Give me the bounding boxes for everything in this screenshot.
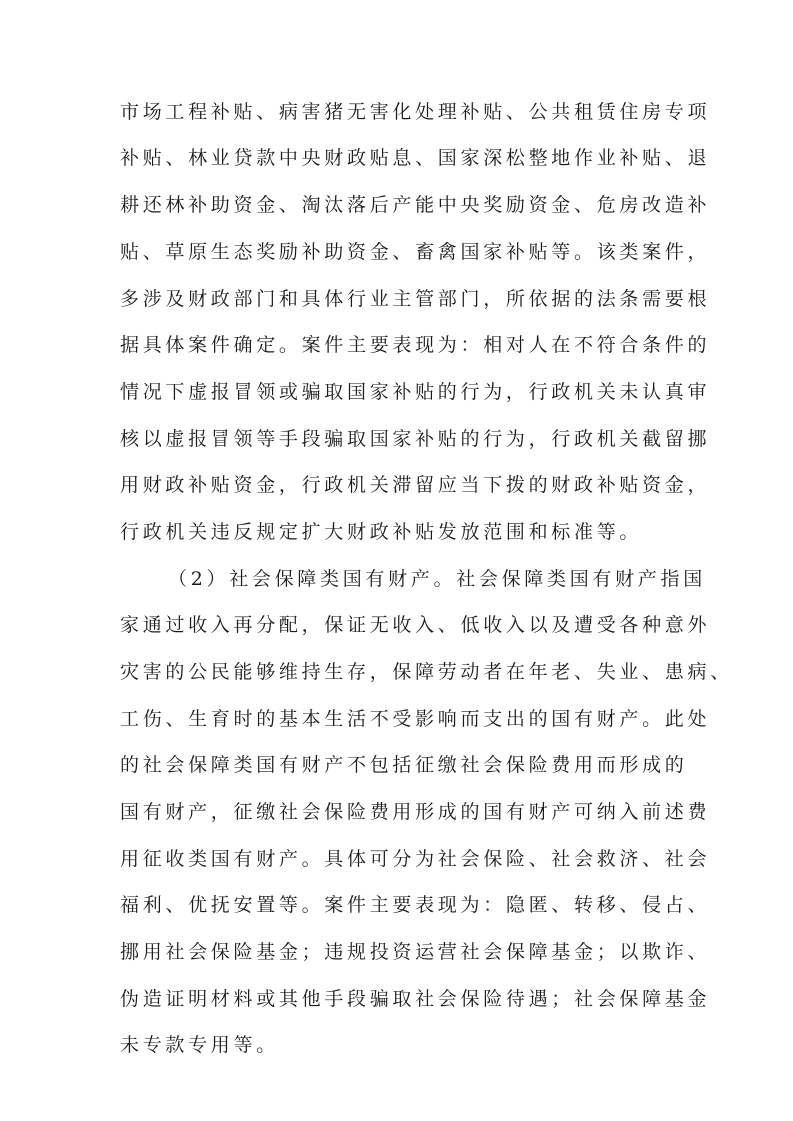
paragraph-2-line-4: 工伤、生育时的基本生活不受影响而支出的国有财产。此处 <box>120 708 711 730</box>
paragraph-1-line-10: 行政机关违反规定扩大财政补贴发放范围和标准等。 <box>120 521 643 543</box>
paragraph-1-line-1: 市场工程补贴、病害猪无害化处理补贴、公共租赁住房专项 <box>120 101 711 123</box>
paragraph-1-line-2: 补贴、林业贷款中央财政贴息、国家深松整地作业补贴、退 <box>120 147 711 169</box>
paragraph-2-line-11: 未专款专用等。 <box>120 1034 279 1056</box>
paragraph-1-line-3: 耕还林补助资金、淘汰落后产能中央奖励资金、危房改造补 <box>120 194 711 216</box>
paragraph-1-line-8: 核以虚报冒领等手段骗取国家补贴的行为，行政机关截留挪 <box>120 428 711 450</box>
paragraph-1-line-9: 用财政补贴资金，行政机关滞留应当下拨的财政补贴资金， <box>120 474 711 496</box>
paragraph-2-line-7: 用征收类国有财产。具体可分为社会保险、社会救济、社会 <box>120 848 711 870</box>
paragraph-2-line-2: 家通过收入再分配，保证无收入、低收入以及遭受各种意外 <box>120 614 711 636</box>
paragraph-2-line-3: 灾害的公民能够维持生存，保障劳动者在年老、失业、患病、 <box>120 661 733 683</box>
paragraph-2-line-5: 的社会保障类国有财产不包括征缴社会保险费用而形成的 <box>120 754 688 776</box>
paragraph-2-line-1: （2）社会保障类国有财产。社会保障类国有财产指国 <box>168 568 706 590</box>
paragraph-2-line-8: 福利、优抚安置等。案件主要表现为：隐匿、转移、侵占、 <box>120 894 711 916</box>
paragraph-2-line-10: 伪造证明材料或其他手段骗取社会保险待遇；社会保障基金 <box>120 988 711 1010</box>
paragraph-1-line-4: 贴、草原生态奖励补助资金、畜禽国家补贴等。该类案件， <box>120 241 711 263</box>
paragraph-2-line-9: 挪用社会保险基金；违规投资运营社会保障基金；以欺诈、 <box>120 941 711 963</box>
paragraph-1-line-6: 据具体案件确定。案件主要表现为：相对人在不符合条件的 <box>120 334 711 356</box>
paragraph-1-line-5: 多涉及财政部门和具体行业主管部门，所依据的法条需要根 <box>120 288 711 310</box>
paragraph-2-line-6: 国有财产，征缴社会保险费用形成的国有财产可纳入前述费 <box>120 801 711 823</box>
paragraph-1-line-7: 情况下虚报冒领或骗取国家补贴的行为，行政机关未认真审 <box>120 381 711 403</box>
